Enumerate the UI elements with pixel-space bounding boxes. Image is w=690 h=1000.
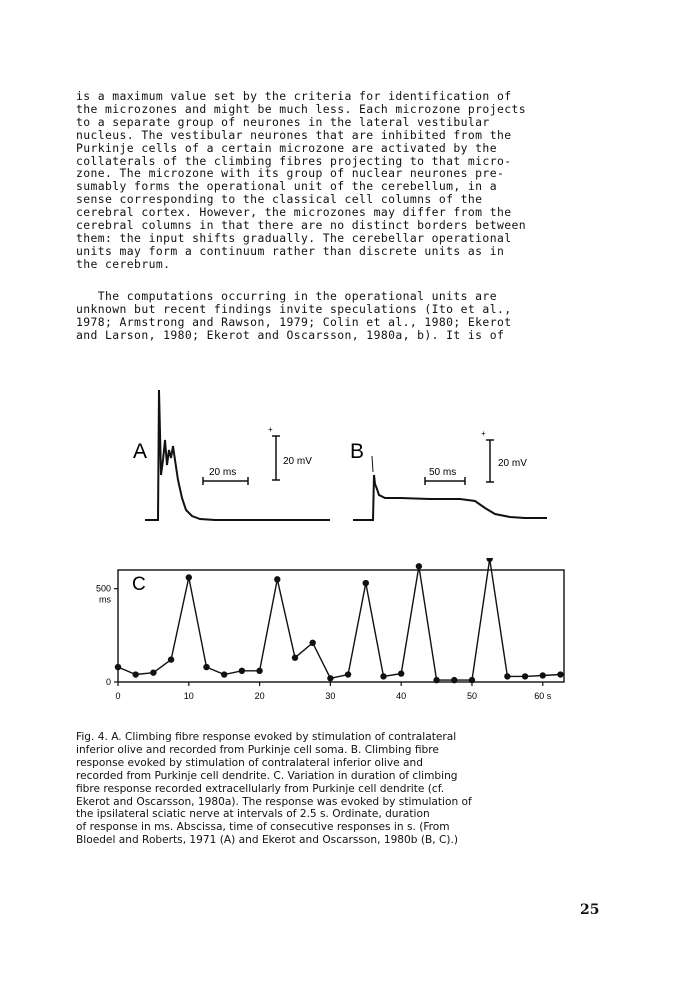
data-point [203,664,209,670]
data-point [292,655,298,661]
panel-label-c: C [132,574,146,595]
data-point [221,671,227,677]
caption-line: fibre response recorded extracellularly from Purkinje cell dendrite (cf. [76,782,445,795]
text-line: cerebral cortex. However, the microzones may differ from the [76,205,512,220]
data-point [115,664,121,670]
data-point [451,677,457,683]
figure-caption [76,731,606,847]
text-line: nucleus. The vestibular neurones that are inhibited from the [76,127,512,142]
y-axis-unit: ms [99,594,111,605]
time-scale-a: 20 ms [209,467,237,478]
text-line: and Larson, 1980; Ekerot and Oscarsson, 1980a, b). It is of [76,327,505,342]
data-point [433,677,439,683]
text-line: collaterals of the climbing fibres projecting to that micro- [76,153,512,168]
caption-line: recorded from Purkinje cell dendrite. C. Variation in duration of climbing [76,769,458,782]
data-point [327,675,333,681]
plot-frame [118,570,564,682]
x-tick-label: 60 s [534,691,552,701]
polarity-mark-a: + [268,425,273,434]
text-line: the microzones and might be much less. Each microzone projects [76,101,526,116]
body-paragraph-2 [76,290,596,342]
data-point [398,670,404,676]
text-line: Purkinje cells of a certain microzone are activated by the [76,140,497,155]
panel-label-b: B [350,440,365,463]
data-point [504,673,510,679]
data-point [416,563,422,569]
data-point [239,668,245,674]
data-point [309,640,315,646]
text-line: The computations occurring in the operational units are [76,289,497,303]
x-tick-label: 40 [396,691,407,701]
series-line [118,559,561,680]
data-point [345,671,351,677]
caption-line: Bloedel and Roberts, 1971 (A) and Ekerot and Oscarsson, 1980b (B, C).) [76,834,459,847]
data-point [486,558,492,562]
text-line: sumably forms the operational unit of the cerebellum, in a [76,179,497,194]
voltage-scale-a: 20 mV [283,456,312,467]
text-line: them: the input shifts gradually. The cerebellar operational [76,230,512,245]
caption-line: inferior olive and recorded from Purkinje cell soma. B. Climbing fibre [76,743,439,756]
text-line: unknown but recent findings invite speculations (Ito et al., [76,301,512,316]
text-line: to a separate group of neurones in the lateral vestibular [76,114,490,129]
text-line: units may form a continuum rather than discrete units as in [76,243,505,258]
caption-line: response evoked by stimulation of contralateral inferior olive and [76,756,423,769]
data-point [168,656,174,662]
x-tick-label: 50 [466,691,477,701]
voltage-scale-b: 20 mV [498,458,527,469]
chart-panel-c [90,558,580,708]
caption-line: Fig. 4. A. Climbing fibre response evoked by stimulation of contralateral [76,731,457,743]
figure-traces-ab [100,380,580,540]
time-scale-b: 50 ms [429,467,457,478]
text-line: zone. The microzone with its group of nuclear neurones pre- [76,166,505,181]
data-point [132,671,138,677]
data-point [380,673,386,679]
data-point [274,576,280,582]
text-line: 1978; Armstrong and Rawson, 1979; Colin et al., 1980; Ekerot [76,314,512,329]
page-number: 25 [580,902,600,918]
caption-line: Ekerot and Oscarsson, 1980a). The response was evoked by stimulation of [76,795,472,808]
text-line: sense corresponding to the classical cell columns of the [76,192,483,207]
x-tick-label: 10 [183,691,194,701]
data-point [469,677,475,683]
x-tick-label: 0 [115,691,121,701]
data-point [557,671,563,677]
data-point [256,668,262,674]
data-point [522,673,528,679]
y-tick-label: 0 [105,677,111,687]
text-line: cerebral columns in that there are no distinct borders between [76,218,526,233]
data-point [540,672,546,678]
data-point [150,669,156,675]
text-line: is a maximum value set by the criteria for identification of [76,89,512,103]
x-tick-label: 30 [325,691,336,701]
data-point [363,580,369,586]
text-line: the cerebrum. [76,256,171,271]
trace-a [145,390,330,520]
panel-label-a: A [133,440,148,463]
data-point [186,574,192,580]
caption-line: the ipsilateral sciatic nerve at intervals of 2.5 s. Ordinate, duration [76,808,430,821]
x-tick-label: 20 [254,691,265,701]
body-paragraph-1 [76,90,596,271]
y-tick-label: 500 [95,583,111,594]
polarity-mark-b: + [481,429,486,438]
caption-line: of response in ms. Abscissa, time of consecutive responses in s. (From [76,821,450,834]
